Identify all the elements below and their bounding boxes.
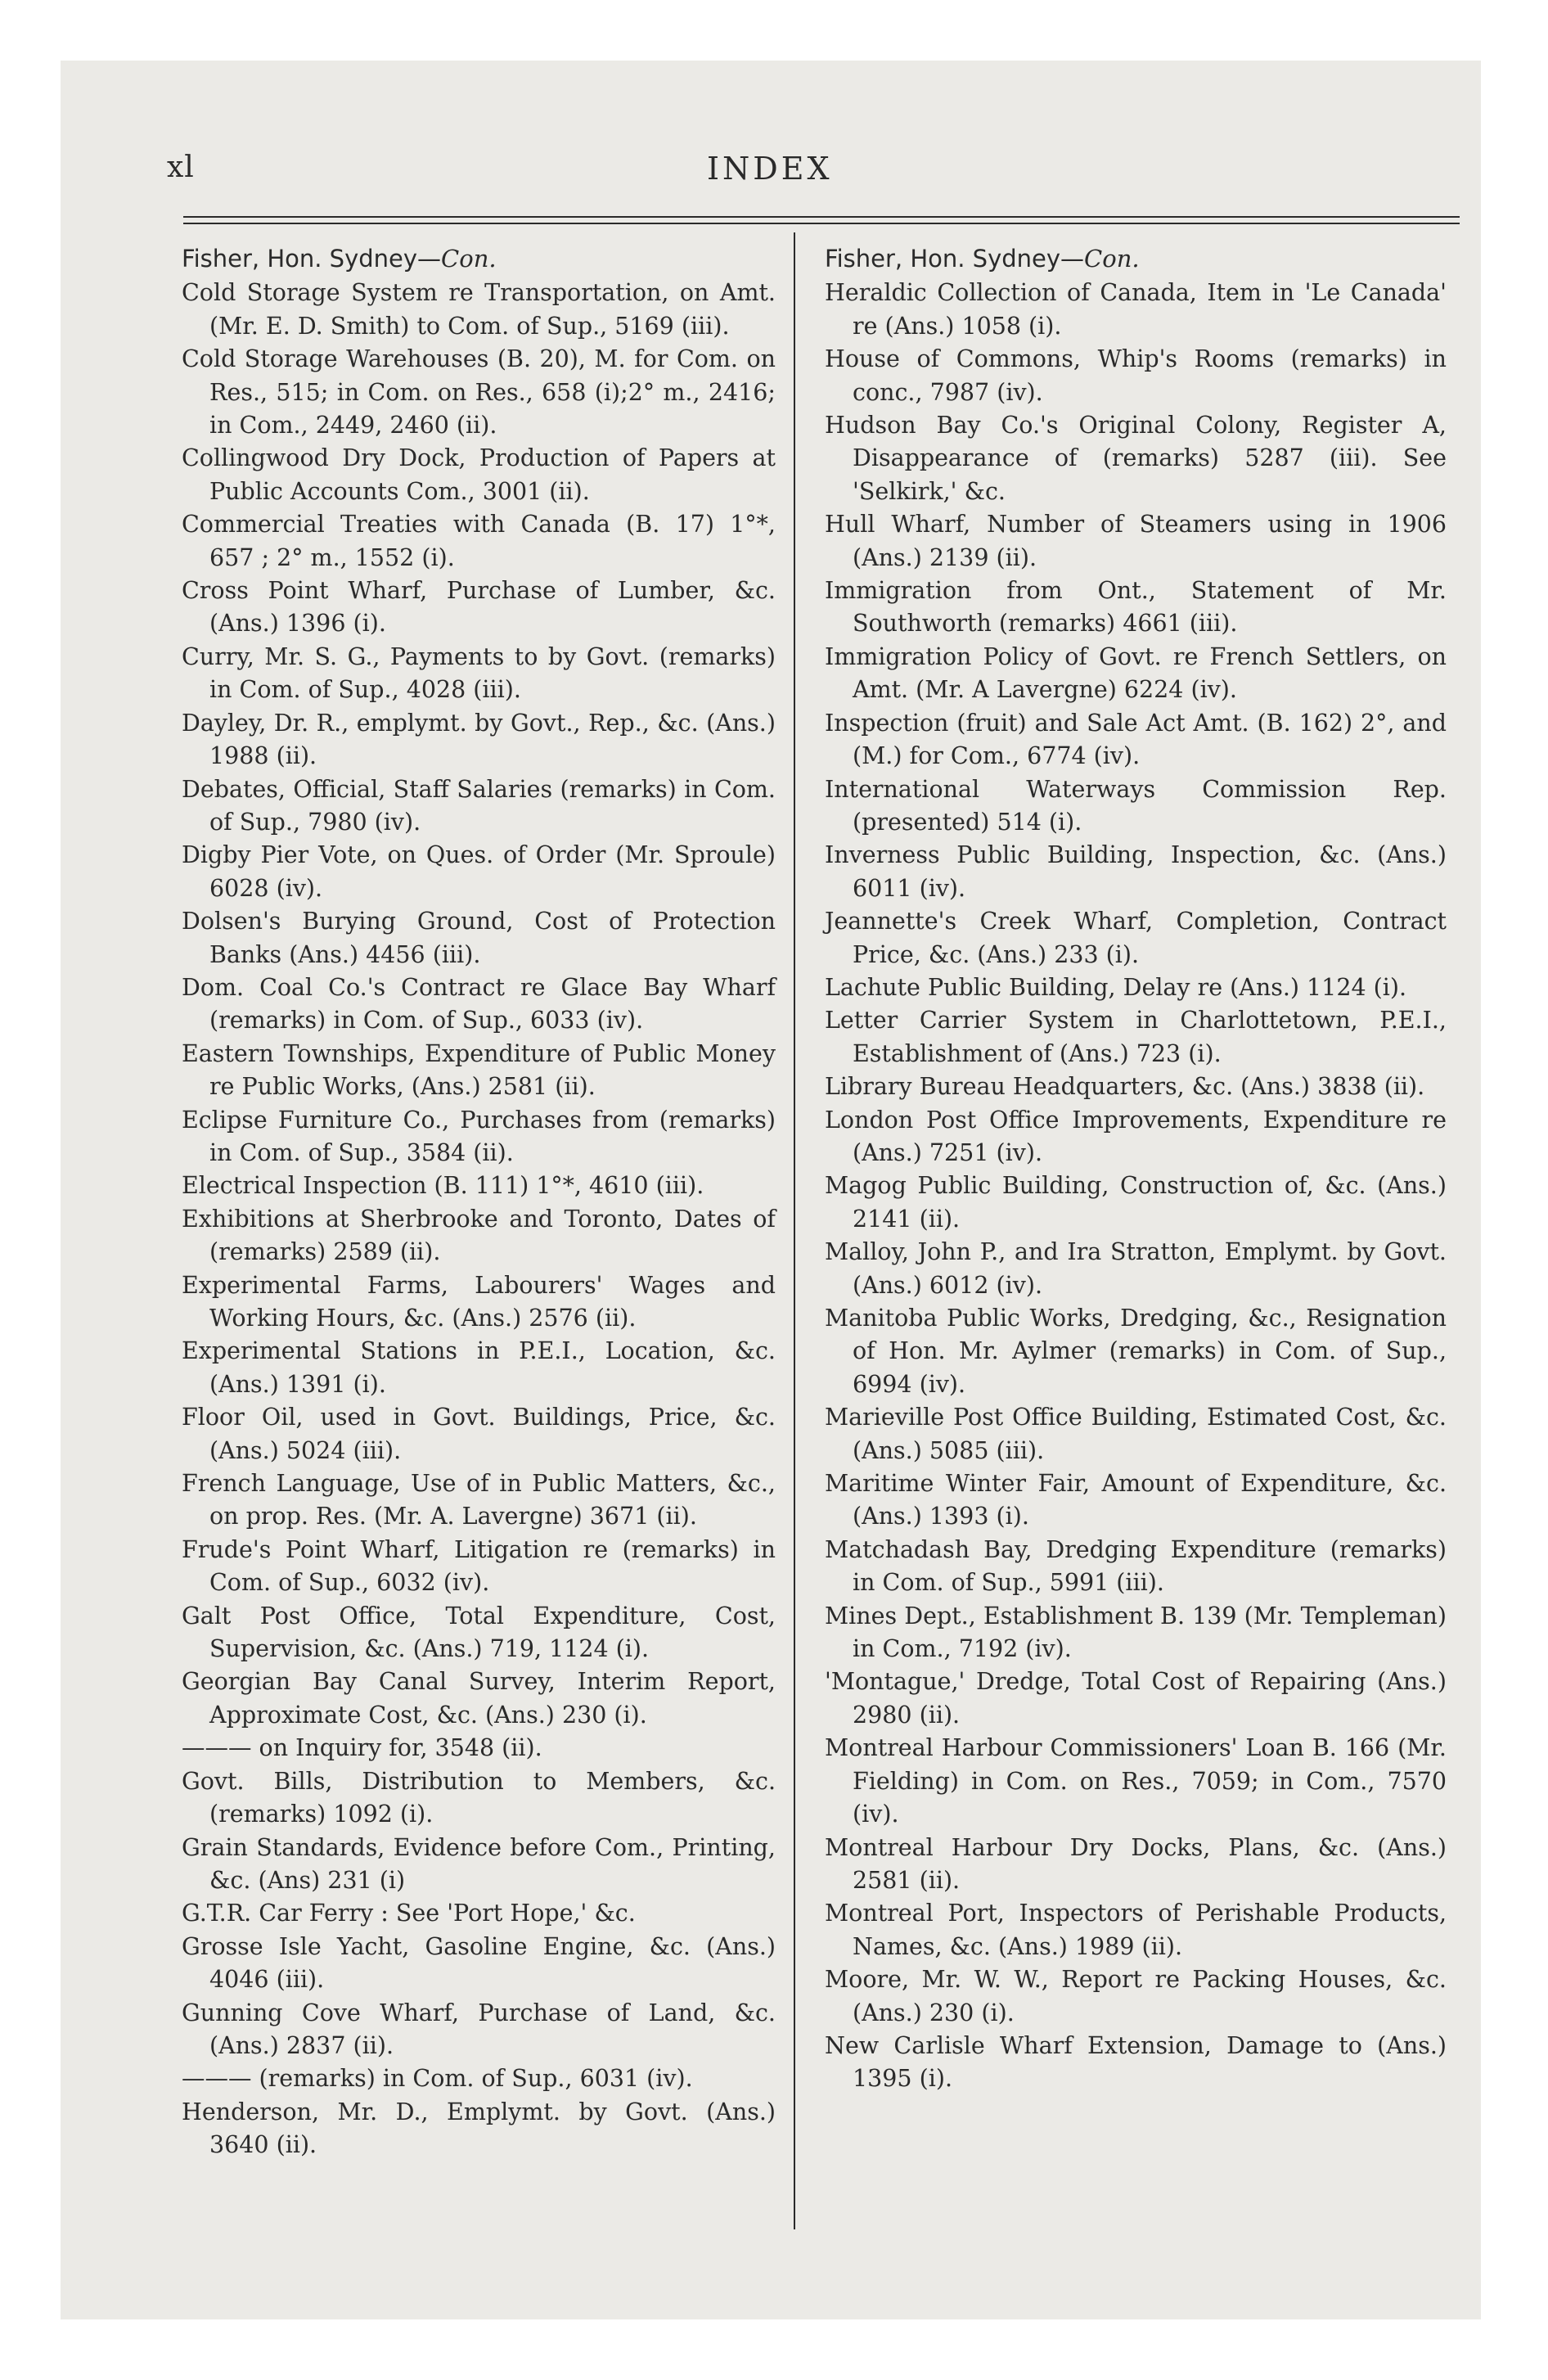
index-entry: Inverness Public Building, Inspection, &c. (Ans.) 6011 (iv). <box>825 841 1447 902</box>
index-entry: Cold Storage Warehouses (B. 20), M. for Com. on Res., 515; in Com. on Res., 658 (i);2° m., 2416; in Com., 2449, 2460 (ii). <box>182 345 776 439</box>
index-entry: Immigration from Ont., Statement of Mr. Southworth (remarks) 4661 (iii). <box>825 577 1447 638</box>
index-entry: Commercial Treaties with Canada (B. 17) 1°*, 657 ; 2° m., 1552 (i). <box>182 511 776 571</box>
index-entry: Letter Carrier System in Charlottetown, P.E.I., Establishment of (Ans.) 723 (i). <box>825 1007 1447 1067</box>
index-entry: Grain Standards, Evidence before Com., Printing, &c. (Ans) 231 (i) <box>182 1833 776 1894</box>
index-entry: Eclipse Furniture Co., Purchases from (remarks) in Com. of Sup., 3584 (ii). <box>182 1106 776 1166</box>
index-entry: Hull Wharf, Number of Steamers using in 1906 (Ans.) 2139 (ii). <box>825 511 1447 571</box>
index-entry: Dayley, Dr. R., emplymt. by Govt., Rep., &c. (Ans.) 1988 (ii). <box>182 709 776 770</box>
column-divider <box>794 232 795 2229</box>
index-entry: Cold Storage System re Transportation, on Amt. (Mr. E. D. Smith) to Com. of Sup., 5169 (iii). <box>182 279 776 340</box>
index-entry: Hudson Bay Co.'s Original Colony, Register A, Disappearance of (remarks) 5287 (iii). See 'Selkirk,' &c. <box>825 412 1447 505</box>
index-entry: Dolsen's Burying Ground, Cost of Protection Banks (Ans.) 4456 (iii). <box>182 908 776 968</box>
index-entry: Eastern Townships, Expenditure of Public Money re Public Works, (Ans.) 2581 (ii). <box>182 1039 776 1101</box>
index-entry: Manitoba Public Works, Dredging, &c., Resignation of Hon. Mr. Aylmer (remarks) in Com. of Sup., 6994 (iv). <box>825 1305 1447 1398</box>
index-entry: 'Montague,' Dredge, Total Cost of Repairing (Ans.) 2980 (ii). <box>825 1668 1447 1729</box>
index-page <box>61 61 1481 2319</box>
index-entry: Mines Dept., Establishment B. 139 (Mr. Templeman) in Com., 7192 (iv). <box>825 1602 1447 1663</box>
index-entry: House of Commons, Whip's Rooms (remarks) in conc., 7987 (iv). <box>825 345 1447 406</box>
index-entry: Henderson, Mr. D., Emplymt. by Govt. (Ans.) 3640 (ii). <box>182 2098 776 2159</box>
index-entry: Dom. Coal Co.'s Contract re Glace Bay Wharf (remarks) in Com. of Sup., 6033 (iv). <box>182 973 776 1034</box>
page-number: xl <box>167 151 195 184</box>
index-entry: Malloy, John P., and Ira Stratton, Emplymt. by Govt. (Ans.) 6012 (iv). <box>825 1238 1447 1299</box>
index-entry: Gunning Cove Wharf, Purchase of Land, &c. (Ans.) 2837 (ii). <box>182 1999 776 2059</box>
heading-name: Fisher, Hon. Sydney— <box>182 245 442 273</box>
index-entry: New Carlisle Wharf Extension, Damage to (Ans.) 1395 (i). <box>825 2031 1447 2093</box>
heading-name: Fisher, Hon. Sydney— <box>825 245 1085 273</box>
index-entry: Curry, Mr. S. G., Payments to by Govt. (remarks) in Com. of Sup., 4028 (iii). <box>182 642 776 704</box>
index-entry: Magog Public Building, Construction of, &c. (Ans.) 2141 (ii). <box>825 1172 1447 1233</box>
right-column <box>825 242 1447 2096</box>
index-entry: Matchadash Bay, Dredging Expenditure (remarks) in Com. of Sup., 5991 (iii). <box>825 1535 1447 1597</box>
heading-continued: Con. <box>441 245 497 273</box>
index-entry: French Language, Use of in Public Matters, &c., on prop. Res. (Mr. A. Lavergne) 3671 (ii). <box>182 1470 776 1530</box>
heading-continued: Con. <box>1084 245 1140 273</box>
header-rule-bottom <box>183 223 1460 224</box>
left-column-heading <box>182 242 776 275</box>
index-entry: Heraldic Collection of Canada, Item in 'Le Canada' re (Ans.) 1058 (i). <box>825 279 1447 340</box>
index-entry: International Waterways Commission Rep. (presented) 514 (i). <box>825 775 1447 836</box>
index-entry: Galt Post Office, Total Expenditure, Cost, Supervision, &c. (Ans.) 719, 1124 (i). <box>182 1602 776 1663</box>
index-entry: Lachute Public Building, Delay re (Ans.) 1124 (i). <box>825 973 1407 1001</box>
index-entry: Jeannette's Creek Wharf, Completion, Contract Price, &c. (Ans.) 233 (i). <box>825 908 1447 968</box>
index-entry: Experimental Stations in P.E.I., Location, &c. (Ans.) 1391 (i). <box>182 1337 776 1398</box>
index-entry: Maritime Winter Fair, Amount of Expenditure, &c. (Ans.) 1393 (i). <box>825 1470 1447 1530</box>
index-entry: Grosse Isle Yacht, Gasoline Engine, &c. (Ans.) 4046 (iii). <box>182 1932 776 1994</box>
index-entry: Montreal Port, Inspectors of Perishable Products, Names, &c. (Ans.) 1989 (ii). <box>825 1900 1447 1960</box>
index-entry: Govt. Bills, Distribution to Members, &c. (remarks) 1092 (i). <box>182 1767 776 1828</box>
index-entry: London Post Office Improvements, Expenditure re (Ans.) 7251 (iv). <box>825 1106 1447 1166</box>
index-entry: ——— (remarks) in Com. of Sup., 6031 (iv). <box>182 2065 693 2093</box>
page-title: INDEX <box>707 151 833 187</box>
index-entry: G.T.R. Car Ferry : See 'Port Hope,' &c. <box>182 1900 636 1927</box>
index-entry: Immigration Policy of Govt. re French Settlers, on Amt. (Mr. A Lavergne) 6224 (iv). <box>825 642 1447 704</box>
index-entry: Floor Oil, used in Govt. Buildings, Price, &c. (Ans.) 5024 (iii). <box>182 1404 776 1464</box>
index-entry: Montreal Harbour Dry Docks, Plans, &c. (Ans.) 2581 (ii). <box>825 1833 1447 1894</box>
index-entry: Moore, Mr. W. W., Report re Packing Houses, &c. (Ans.) 230 (i). <box>825 1966 1447 2026</box>
header-rule-top <box>183 216 1460 218</box>
index-entry: Library Bureau Headquarters, &c. (Ans.) 3838 (ii). <box>825 1073 1425 1101</box>
index-entry: ——— on Inquiry for, 3548 (ii). <box>182 1734 542 1762</box>
index-entry: Electrical Inspection (B. 111) 1°*, 4610 (iii). <box>182 1172 704 1200</box>
index-entry: Montreal Harbour Commissioners' Loan B. 166 (Mr. Fielding) in Com. on Res., 7059; in Com., 7570 (iv). <box>825 1734 1447 1828</box>
index-entry: Frude's Point Wharf, Litigation re (remarks) in Com. of Sup., 6032 (iv). <box>182 1535 776 1597</box>
index-entry: Cross Point Wharf, Purchase of Lumber, &c. (Ans.) 1396 (i). <box>182 577 776 638</box>
right-column-heading <box>825 242 1447 275</box>
left-column <box>182 242 776 2162</box>
index-entry: Inspection (fruit) and Sale Act Amt. (B. 162) 2°, and (M.) for Com., 6774 (iv). <box>825 709 1447 770</box>
index-entry: Debates, Official, Staff Salaries (remarks) in Com. of Sup., 7980 (iv). <box>182 775 776 836</box>
index-entry: Marieville Post Office Building, Estimated Cost, &c. (Ans.) 5085 (iii). <box>825 1404 1447 1464</box>
index-entry: Experimental Farms, Labourers' Wages and Working Hours, &c. (Ans.) 2576 (ii). <box>182 1271 776 1332</box>
index-entry: Georgian Bay Canal Survey, Interim Report, Approximate Cost, &c. (Ans.) 230 (i). <box>182 1668 776 1729</box>
index-entry: Digby Pier Vote, on Ques. of Order (Mr. Sproule) 6028 (iv). <box>182 841 776 902</box>
index-entry: Collingwood Dry Dock, Production of Papers at Public Accounts Com., 3001 (ii). <box>182 444 776 505</box>
index-entry: Exhibitions at Sherbrooke and Toronto, Dates of (remarks) 2589 (ii). <box>182 1205 776 1266</box>
